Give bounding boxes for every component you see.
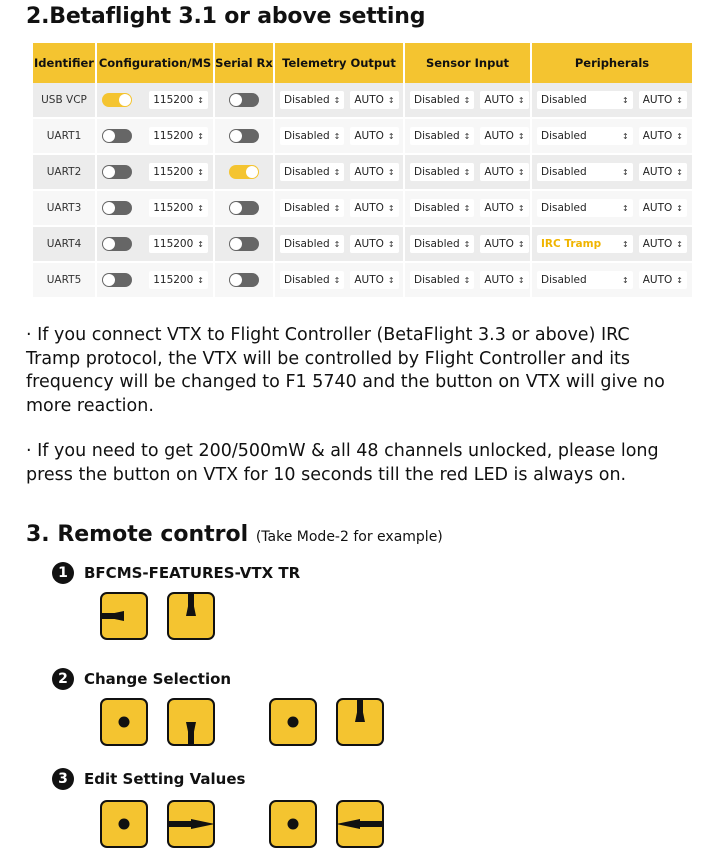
sensor-baud-select[interactable] [480,235,528,253]
sensor-cell [405,119,530,155]
serial-rx-cell [215,227,273,263]
telemetry-value: Disabled [284,166,330,178]
step-3-label: Edit Setting Values [84,770,246,788]
peripherals-select[interactable] [537,163,633,181]
sensor-select[interactable] [410,163,474,181]
table-row [33,119,692,155]
baud-select[interactable] [149,271,208,289]
peripherals-select[interactable] [537,91,633,109]
spinner-icon: ↕ [197,203,204,213]
step-2 [52,668,231,690]
sensor-select[interactable] [410,199,474,217]
telemetry-baud-value: AUTO [354,274,384,286]
arrow-left-icon [102,594,146,638]
serial-rx-toggle[interactable] [229,93,259,107]
peripherals-baud-value: AUTO [642,274,673,286]
port-identifier: USB VCP [33,83,95,119]
telemetry-cell [275,119,403,155]
arrow-down-icon [169,700,213,744]
center-dot-icon [288,717,299,728]
step-3-number: 3 [52,768,74,790]
telemetry-select[interactable] [280,91,344,109]
spinner-icon: ↕ [333,275,341,285]
config-cell [97,155,213,191]
telemetry-baud-select[interactable] [350,235,398,253]
telemetry-baud-value: AUTO [354,238,384,250]
telemetry-value: Disabled [284,130,330,142]
sensor-baud-value: AUTO [484,274,514,286]
sensor-baud-value: AUTO [484,130,514,142]
ports-table [31,43,694,299]
telemetry-value: Disabled [284,202,330,214]
serial-rx-cell [215,83,273,119]
spinner-icon: ↕ [463,131,471,141]
spinner-icon: ↕ [463,167,471,177]
ports-table-wrap [33,43,688,299]
header-identifier: Identifier [33,43,95,83]
serial-rx-toggle[interactable] [229,201,259,215]
peripherals-baud-select[interactable] [639,199,687,217]
telemetry-cell [275,155,403,191]
header-telemetry: Telemetry Output [275,43,403,83]
peripherals-cell [532,227,692,263]
header-serial-rx: Serial Rx [215,43,273,83]
telemetry-cell [275,227,403,263]
peripherals-baud-value: AUTO [642,166,673,178]
left-stick-center-c [100,800,148,848]
sensor-baud-value: AUTO [484,94,514,106]
spinner-icon: ↕ [197,95,204,105]
spinner-icon: ↕ [622,203,629,213]
right-stick-up-2 [336,698,384,746]
baud-select[interactable] [149,127,208,145]
spinner-icon: ↕ [333,95,341,105]
spinner-icon: ↕ [676,95,683,105]
sensor-baud-select[interactable] [480,163,528,181]
peripherals-value: Disabled [541,130,587,142]
peripherals-cell [532,83,692,119]
port-identifier: UART5 [33,263,95,299]
serial-rx-toggle[interactable] [229,129,259,143]
spinner-icon: ↕ [517,167,525,177]
telemetry-baud-select[interactable] [350,163,398,181]
sensor-value: Disabled [414,94,460,106]
serial-rx-toggle[interactable] [229,237,259,251]
left-stick-center-b [269,698,317,746]
peripherals-baud-select[interactable] [639,163,687,181]
serial-rx-cell [215,119,273,155]
table-row [33,83,692,119]
left-stick-center-d [269,800,317,848]
telemetry-select[interactable] [280,271,344,289]
msp-toggle[interactable] [102,201,132,215]
peripherals-value: Disabled [541,166,587,178]
msp-toggle[interactable] [102,129,132,143]
baud-value: 115200 [153,238,194,250]
peripherals-cell [532,263,692,299]
telemetry-value: Disabled [284,274,330,286]
table-row [33,227,692,263]
peripherals-baud-value: AUTO [642,238,673,250]
sensor-baud-select[interactable] [480,127,528,145]
peripherals-select[interactable] [537,127,633,145]
spinner-icon: ↕ [387,239,395,249]
baud-select[interactable] [149,91,208,109]
spinner-icon: ↕ [622,95,629,105]
sensor-cell [405,83,530,119]
spinner-icon: ↕ [676,239,683,249]
telemetry-value: Disabled [284,238,330,250]
telemetry-select[interactable] [280,163,344,181]
spinner-icon: ↕ [622,275,629,285]
baud-select[interactable] [149,235,208,253]
table-header-row [33,43,692,83]
peripherals-select[interactable] [537,199,633,217]
spinner-icon: ↕ [333,131,341,141]
telemetry-baud-value: AUTO [354,166,384,178]
spinner-icon: ↕ [517,239,525,249]
step-3 [52,768,245,790]
telemetry-cell [275,263,403,299]
section-3-subtitle: (Take Mode-2 for example) [255,529,443,545]
telemetry-cell [275,83,403,119]
sensor-cell [405,227,530,263]
spinner-icon: ↕ [517,203,525,213]
sensor-value: Disabled [414,238,460,250]
baud-value: 115200 [153,130,194,142]
spinner-icon: ↕ [333,239,341,249]
sensor-cell [405,191,530,227]
telemetry-select[interactable] [280,199,344,217]
telemetry-select[interactable] [280,127,344,145]
telemetry-baud-select[interactable] [350,91,398,109]
section-2-title: 2.Betaflight 3.1 or above setting [26,4,426,29]
header-configuration: Configuration/MS [97,43,213,83]
sensor-baud-value: AUTO [484,238,514,250]
msp-toggle[interactable] [102,165,132,179]
baud-value: 115200 [153,94,194,106]
telemetry-baud-value: AUTO [354,94,384,106]
baud-value: 115200 [153,274,194,286]
section-3-title [26,522,443,547]
baud-select[interactable] [149,163,208,181]
port-identifier: UART1 [33,119,95,155]
center-dot-icon [119,819,130,830]
sensor-select[interactable] [410,235,474,253]
spinner-icon: ↕ [387,275,395,285]
spinner-icon: ↕ [622,239,629,249]
table-row [33,263,692,299]
peripherals-baud-select[interactable] [639,91,687,109]
peripherals-baud-value: AUTO [642,130,673,142]
peripherals-baud-value: AUTO [642,202,673,214]
spinner-icon: ↕ [463,203,471,213]
config-cell [97,227,213,263]
peripherals-baud-select[interactable] [639,127,687,145]
sensor-value: Disabled [414,274,460,286]
paragraph-unlock: · If you need to get 200/500mW & all 48 channels unlocked, please long press the button on VTX for 10 seconds till the red LED is always on. [26,441,659,485]
center-dot-icon [288,819,299,830]
arrow-right-icon [169,802,213,846]
telemetry-baud-select[interactable] [350,271,398,289]
peripherals-cell [532,119,692,155]
peripherals-cell [532,155,692,191]
step-1 [52,562,300,584]
serial-rx-cell [215,263,273,299]
serial-rx-cell [215,191,273,227]
table-row [33,191,692,227]
spinner-icon: ↕ [622,131,629,141]
peripherals-baud-value: AUTO [642,94,673,106]
spinner-icon: ↕ [517,131,525,141]
sensor-baud-select[interactable] [480,199,528,217]
spinner-icon: ↕ [197,275,204,285]
paragraph-irc-tramp: · If you connect VTX to Flight Controller (BetaFlight 3.3 or above) IRC Tramp protocol, the VTX will be controlled by Flight Controller and its frequency will be changed to F1 5740 and the button on VTX will give no more reaction. [26,325,665,416]
sensor-value: Disabled [414,130,460,142]
sensor-select[interactable] [410,127,474,145]
step-1-label: BFCMS-FEATURES-VTX TR [84,564,301,582]
spinner-icon: ↕ [463,95,471,105]
right-stick-down [167,698,215,746]
peripherals-value: IRC Tramp [541,238,602,250]
telemetry-baud-value: AUTO [354,130,384,142]
peripherals-value: Disabled [541,94,587,106]
spinner-icon: ↕ [676,203,683,213]
msp-toggle[interactable] [102,93,132,107]
sensor-baud-select[interactable] [480,271,528,289]
msp-toggle[interactable] [102,237,132,251]
spinner-icon: ↕ [387,167,395,177]
sensor-value: Disabled [414,166,460,178]
left-stick-center-a [100,698,148,746]
sensor-baud-value: AUTO [484,202,514,214]
peripherals-value: Disabled [541,202,587,214]
config-cell [97,191,213,227]
peripherals-cell [532,191,692,227]
spinner-icon: ↕ [387,203,395,213]
spinner-icon: ↕ [197,167,204,177]
spinner-icon: ↕ [387,95,395,105]
config-cell [97,83,213,119]
spinner-icon: ↕ [333,203,341,213]
arrow-up-icon [169,594,213,638]
peripherals-select[interactable] [537,235,633,253]
serial-rx-toggle[interactable] [229,273,259,287]
spinner-icon: ↕ [676,167,683,177]
sensor-baud-value: AUTO [484,166,514,178]
sensor-cell [405,155,530,191]
sensor-baud-select[interactable] [480,91,528,109]
spinner-icon: ↕ [387,131,395,141]
right-stick-up [167,592,215,640]
serial-rx-toggle[interactable] [229,165,259,179]
serial-rx-cell [215,155,273,191]
telemetry-baud-value: AUTO [354,202,384,214]
spinner-icon: ↕ [463,239,471,249]
step-2-number: 2 [52,668,74,690]
peripherals-value: Disabled [541,274,587,286]
port-identifier: UART3 [33,191,95,227]
spinner-icon: ↕ [517,95,525,105]
telemetry-baud-select[interactable] [350,127,398,145]
arrow-left-icon [338,802,382,846]
sensor-value: Disabled [414,202,460,214]
spinner-icon: ↕ [333,167,341,177]
baud-select[interactable] [149,199,208,217]
spinner-icon: ↕ [517,275,525,285]
arrow-up-icon [338,700,382,744]
center-dot-icon [119,717,130,728]
step-1-number: 1 [52,562,74,584]
port-identifier: UART4 [33,227,95,263]
sensor-cell [405,263,530,299]
baud-value: 115200 [153,166,194,178]
telemetry-select[interactable] [280,235,344,253]
right-stick-left [336,800,384,848]
step-2-label: Change Selection [84,670,232,688]
sensor-select[interactable] [410,91,474,109]
spinner-icon: ↕ [676,275,683,285]
config-cell [97,119,213,155]
header-sensor: Sensor Input [405,43,530,83]
msp-toggle[interactable] [102,273,132,287]
header-peripherals: Peripherals [532,43,692,83]
peripherals-select[interactable] [537,271,633,289]
config-cell [97,263,213,299]
right-stick-right [167,800,215,848]
peripherals-baud-select[interactable] [639,271,687,289]
spinner-icon: ↕ [197,131,204,141]
peripherals-baud-select[interactable] [639,235,687,253]
left-stick-left [100,592,148,640]
spinner-icon: ↕ [622,167,629,177]
table-row [33,155,692,191]
telemetry-cell [275,191,403,227]
telemetry-value: Disabled [284,94,330,106]
section-3-heading: 3. Remote control [26,522,249,547]
telemetry-baud-select[interactable] [350,199,398,217]
spinner-icon: ↕ [676,131,683,141]
sensor-select[interactable] [410,271,474,289]
spinner-icon: ↕ [463,275,471,285]
spinner-icon: ↕ [197,239,204,249]
port-identifier: UART2 [33,155,95,191]
baud-value: 115200 [153,202,194,214]
